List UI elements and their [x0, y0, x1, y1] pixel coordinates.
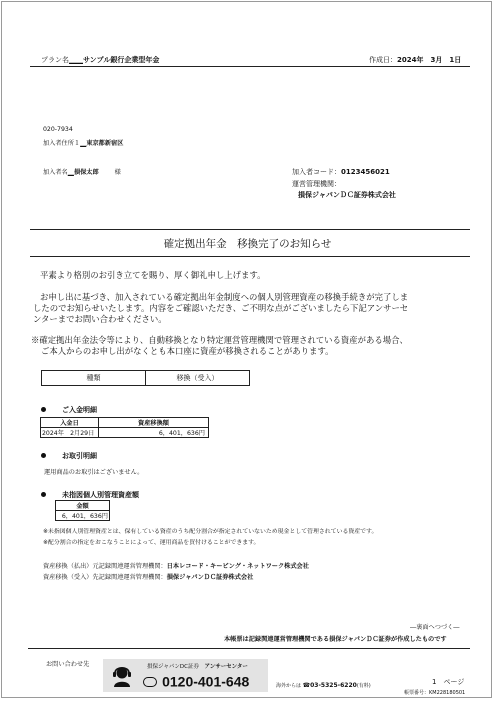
deposit-heading: ご入金明細 — [62, 406, 97, 414]
title-rule-bottom — [30, 256, 470, 257]
unassigned-table — [55, 500, 110, 521]
unassigned-heading: 未指図個人別管理資産額 — [62, 491, 139, 499]
answer-center-box — [103, 659, 268, 692]
body-paragraph-2-line-1: お申し出に基づき、加入されている確定拠出年金制度への個人別管理資産の移換手続きが完了しま — [40, 292, 409, 302]
header-rule — [30, 66, 470, 67]
unassigned-amount: 6，401，636円 — [56, 511, 110, 521]
type-value: 移換（受入） — [146, 371, 250, 386]
note-line-2: ※配分割合の指定をおこなうことによって、運用商品を買付けることができます。 — [43, 540, 260, 546]
body-note-line-1: ※確定拠出年金法令等により、自動移換となり特定運営管理機関で管理されている資産がある場合、 — [31, 335, 408, 345]
type-label: 種類 — [42, 371, 146, 386]
title-rule-top — [30, 229, 470, 230]
deposit-table — [40, 417, 209, 438]
transfer-out: 資産移換（払出）元記録関連運営管理機関：日本レコード・キーピング・ネットワーク株式会社 — [43, 563, 309, 570]
body-paragraph-2-line-2: したのでお知らせいたします。内容をご確認いただき、ご不明な点がございましたら下記アンサーセ — [33, 303, 409, 313]
bullet-icon — [41, 407, 46, 412]
continue-note: ―裏面へつづく― — [410, 624, 460, 631]
bullet-icon — [41, 492, 46, 497]
transfer-in: 資産移換（受入）先記録関連運営管理機関：損保ジャパンＤＣ証券株式会社 — [43, 574, 254, 581]
deposit-date: 2024年 2月29日 — [41, 428, 99, 438]
created-date: 作成日：2024年 3月 1日 — [369, 56, 462, 64]
transactions-heading: お取引明細 — [62, 452, 97, 460]
body-paragraph-1: 平素より格別のお引き立てを賜り、厚く御礼申し上げます。 — [40, 270, 266, 280]
plan-label: プラン名＿＿サンプル銀行企業型年金 — [41, 56, 160, 64]
recipient-name: 加入者名＿損保太郎 様 — [43, 169, 121, 176]
deposit-col-date: 入金日 — [41, 418, 99, 428]
phone-icon: ☎ — [302, 682, 311, 689]
transactions-text: 運用商品のお取引はございません。 — [44, 469, 144, 476]
postal-code: 020-7934 — [43, 126, 73, 133]
deposit-amount: 6，401，636円 — [99, 428, 209, 438]
contact-label: お問い合わせ先 — [46, 661, 90, 668]
footer-rule — [28, 648, 470, 649]
unassigned-col-amount: 金額 — [56, 501, 110, 511]
freedial-number[interactable]: 0120-401-648 — [143, 671, 249, 690]
page-number: 1 ページ — [432, 678, 465, 686]
body-note-line-2: ご本人からのお申し出がなくとも本口座に資産が移換されることがあります。 — [41, 346, 334, 356]
admin-org-name: 損保ジャパンＤＣ証券株式会社 — [298, 191, 396, 199]
deposit-col-amount: 資産移換額 — [99, 418, 209, 428]
overseas-line: 海外からは ☎03-5325-6220(有料) — [276, 682, 371, 689]
phone-operator-icon — [110, 664, 134, 688]
admin-org-label: 運営管理機関： — [292, 180, 341, 188]
address-line: 加入者住所１＿東京都新宿区 — [43, 140, 124, 147]
body-paragraph-2-line-3: ンターまでお問い合わせください。 — [33, 314, 167, 324]
answer-center-title: 損保ジャパンDC証券 アンサーセンター — [147, 664, 248, 670]
freedial-icon — [143, 677, 157, 687]
note-line-1: ※未指図個人別管理資産とは、保有している資産のうち配分割合が指定されていないため現金として管理されている資産です。 — [43, 529, 378, 535]
form-number: 帳票番号：KM228180501 — [404, 690, 466, 696]
bullet-icon — [41, 453, 46, 458]
document-title: 確定拠出年金 移換完了のお知らせ — [163, 238, 332, 250]
type-table — [41, 370, 250, 386]
member-code: 加入者コード：0123456021 — [292, 168, 390, 176]
issuer-note: 本帳票は記録関連運営管理機関である損保ジャパンＤＣ証券が作成したものです — [224, 636, 447, 643]
